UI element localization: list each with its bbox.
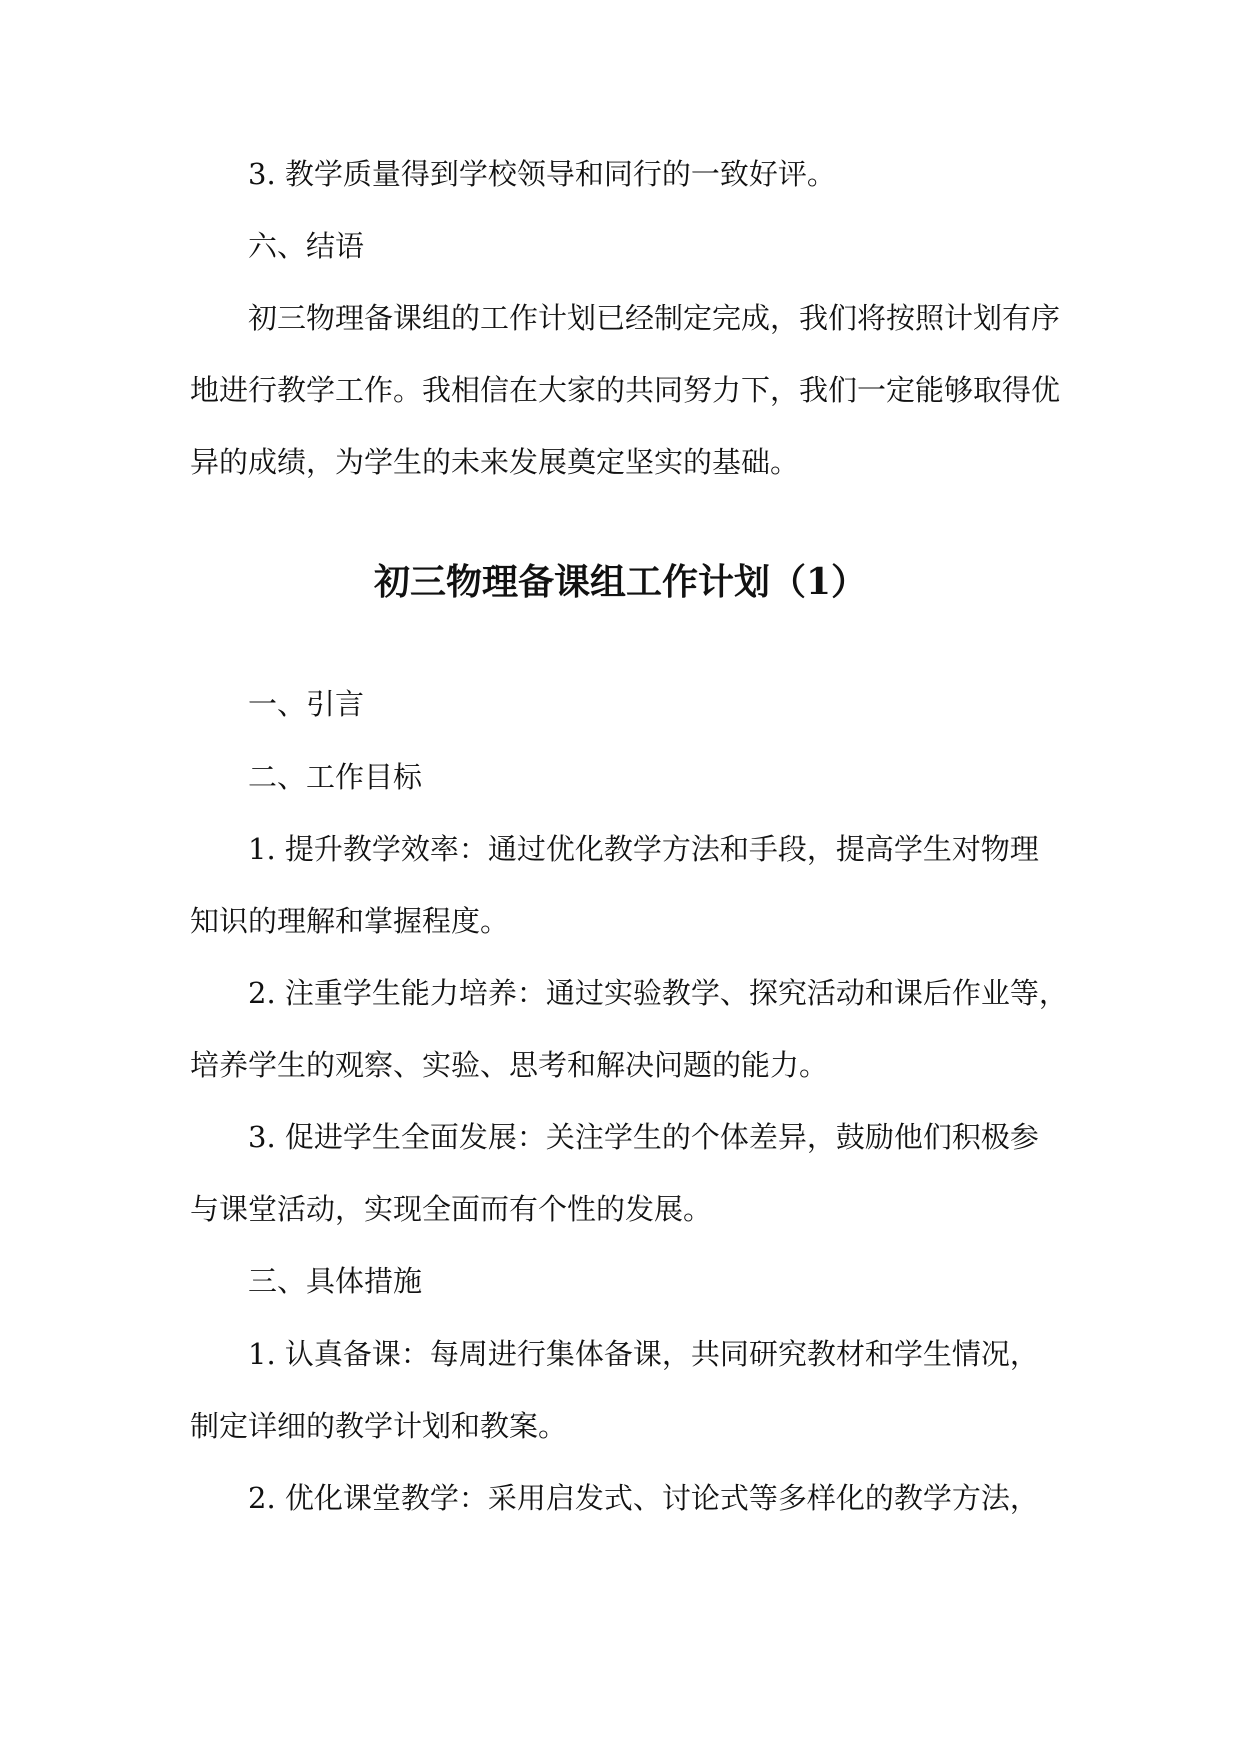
goal-item-1-line-2: 知识的理解和掌握程度。: [190, 904, 510, 938]
conclusion-paragraph-line-3: 异的成绩，为学生的未来发展奠定坚实的基础。: [190, 445, 800, 479]
goal-result-item-3: 3. 教学质量得到学校领导和同行的一致好评。: [248, 157, 836, 191]
measure-item-1-line-1: 1. 认真备课：每周进行集体备课，共同研究教材和学生情况，: [248, 1337, 1039, 1371]
section-heading-work-goals: 二、工作目标: [248, 760, 423, 794]
goal-item-1-line-1: 1. 提升教学效率：通过优化教学方法和手段，提高学生对物理: [248, 832, 1039, 866]
conclusion-paragraph-line-2: 地进行教学工作。我相信在大家的共同努力下，我们一定能够取得优: [190, 373, 1061, 407]
measure-item-1-line-2: 制定详细的教学计划和教案。: [190, 1409, 568, 1443]
section-heading-conclusion: 六、结语: [248, 229, 365, 263]
document-title: 初三物理备课组工作计划（1）: [373, 561, 868, 603]
section-heading-measures: 三、具体措施: [248, 1264, 423, 1298]
goal-item-2-line-2: 培养学生的观察、实验、思考和解决问题的能力。: [190, 1048, 829, 1082]
measure-item-2-line-1: 2. 优化课堂教学：采用启发式、讨论式等多样化的教学方法，: [248, 1481, 1039, 1515]
section-heading-introduction: 一、引言: [248, 687, 365, 721]
goal-item-3-line-1: 3. 促进学生全面发展：关注学生的个体差异，鼓励他们积极参: [248, 1120, 1039, 1154]
conclusion-paragraph-line-1: 初三物理备课组的工作计划已经制定完成，我们将按照计划有序: [248, 301, 1061, 335]
goal-item-2-line-1: 2. 注重学生能力培养：通过实验教学、探究活动和课后作业等，: [248, 976, 1068, 1010]
goal-item-3-line-2: 与课堂活动，实现全面而有个性的发展。: [190, 1192, 713, 1226]
